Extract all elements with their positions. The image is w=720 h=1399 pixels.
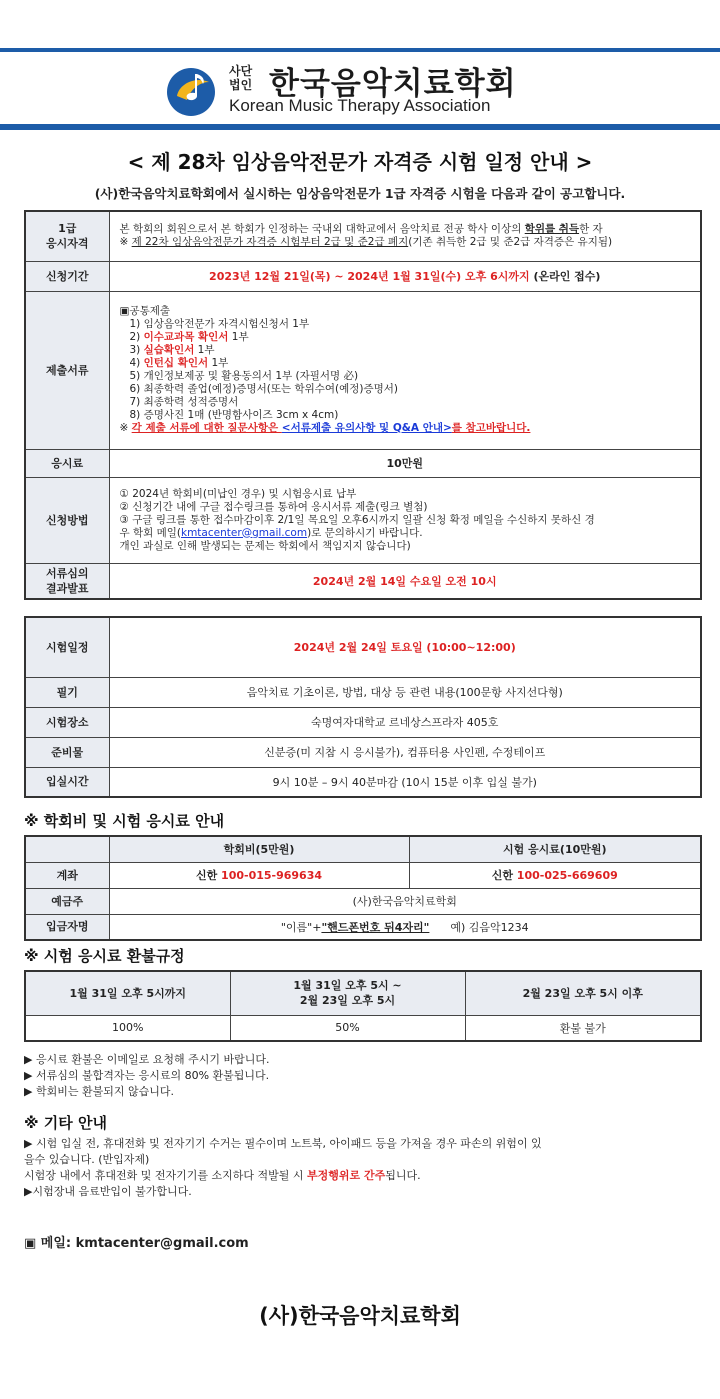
association-logo [165, 58, 565, 122]
refund-value-2: 50% [230, 1015, 465, 1041]
refund-period-1: 1월 31일 오후 5시까지 [25, 971, 230, 1015]
exam-account: 신한 100-025-669609 [409, 862, 701, 888]
documents-row [25, 291, 701, 449]
written-row [25, 677, 701, 707]
holder-label: 예금주 [25, 888, 109, 914]
fee-value: 10만원 [109, 449, 701, 477]
result-row [25, 563, 701, 599]
document-item: 2) 이수교과목 확인서 1부 [129, 331, 249, 343]
account-label: 계좌 [25, 862, 109, 888]
depositor-row [25, 914, 701, 940]
written-label: 필기 [25, 677, 109, 707]
period-label: 신청기간 [25, 261, 109, 291]
document-item: 3) 실습확인서 1부 [129, 344, 215, 356]
association-name-korean: 한국음악치료학회 [269, 66, 517, 102]
period-value: 2023년 12월 21일(목) ~ 2024년 1월 31일(수) 오후 6시까지 (온라인 접수) [109, 261, 701, 291]
contact-email-address[interactable]: kmtacenter@gmail.com [75, 1236, 249, 1251]
qualification-label: 1급 응시자격 [25, 211, 109, 261]
refund-period-3: 2월 23일 오후 5시 이후 [465, 971, 701, 1015]
document-item: 7) 최종학력 성적증명서 [129, 396, 239, 408]
etc-heading: ※ 기타 안내 [24, 1114, 107, 1132]
document-item: 5) 개인정보제공 및 활용동의서 1부 (자필서명 必) [129, 370, 359, 382]
refund-note: ▶ 학회비는 환불되지 않습니다. [24, 1085, 174, 1098]
written-value: 음악치료 기초이론, 방법, 대상 등 관련 내용(100문항 사지선다형) [109, 677, 701, 707]
documents-note: ※ 각 제출 서류에 대한 질문사항은 <서류제출 유의사항 및 Q&A 안내>를 참고바랍니다. [119, 422, 531, 434]
membership-fee-header: 학회비(5만원) [109, 836, 409, 862]
holder-value: (사)한국음악치료학회 [109, 888, 701, 914]
refund-note: ▶ 응시료 환불은 이메일로 요청해 주시기 바랍니다. [24, 1053, 270, 1066]
depositor-value: "이름"+"핸드폰번호 뒤4자리" 예) 김음악1234 [109, 914, 701, 940]
method-value: ① 2024년 학회비(미납인 경우) 및 시험응시료 납부 ② 신청기간 내에 구글 접수링크를 통하여 응시서류 제출(링크 별첨) ③ 구글 링크를 통한 접수마감이후 2/1일 목요일 오후6시까지 일괄 신청 확정 메일을 수신하지 못하신 경 우 학회 메일(kmtacenter@gmail.com)로 문의하시기 바랍니다. 개인 과실로 인해 발생되는 문제는 학회에서 책임지지 않습니다) [109, 477, 701, 563]
entry-row [25, 767, 701, 797]
music-note-emblem-icon [165, 62, 221, 118]
exam-fee-header: 시험 응시료(10만원) [409, 836, 701, 862]
place-value: 숙명여자대학교 르네상스프라자 405호 [109, 707, 701, 737]
place-row [25, 707, 701, 737]
document-item: 6) 최종학력 졸업(예정)증명서(또는 학위수여(예정)증명서) [129, 383, 399, 395]
application-info-table [24, 210, 702, 600]
place-label: 시험장소 [25, 707, 109, 737]
exam-schedule-label: 시험일정 [25, 617, 109, 677]
method-row [25, 477, 701, 563]
association-name-english: Korean Music Therapy Association [229, 96, 491, 115]
exam-schedule-row [25, 617, 701, 677]
fee-label: 응시료 [25, 449, 109, 477]
holder-row [25, 888, 701, 914]
refund-period-2: 1월 31일 오후 5시 ~ 2월 23일 오후 5시 [230, 971, 465, 1015]
contact-email: ▣ 메일: kmtacenter@gmail.com [24, 1236, 249, 1251]
page-title: < 제 28차 임상음악전문가 자격증 시험 일정 안내 > [127, 150, 593, 174]
footer-association-name: (사)한국음악치료학회 [259, 1304, 461, 1328]
intro-text: (사)한국음악치료학회에서 실시하는 임상음악전문가 1급 자격증 시험을 다음과 같이 공고합니다. [94, 186, 626, 201]
qna-guide-link[interactable]: <서류제출 유의사항 및 Q&A 안내> [281, 422, 452, 434]
depositor-label: 입금자명 [25, 914, 109, 940]
payment-header-row [25, 836, 701, 862]
refund-notes [24, 1052, 269, 1100]
header-top-line [0, 48, 720, 52]
email-link[interactable]: kmtacenter@gmail.com [181, 526, 308, 539]
document-item: 1) 임상음악전문가 자격시험신청서 1부 [129, 318, 310, 330]
entry-value: 9시 10분 – 9시 40분마감 (10시 15분 이후 입실 불가) [109, 767, 701, 797]
document-item: 4) 인턴십 확인서 1부 [129, 357, 229, 369]
refund-value-3: 환불 불가 [465, 1015, 701, 1041]
refund-heading: ※ 시험 응시료 환불규정 [24, 947, 185, 965]
method-label: 신청방법 [25, 477, 109, 563]
refund-table [24, 970, 702, 1042]
qualification-row [25, 211, 701, 261]
exam-schedule-value: 2024년 2월 24일 토요일 (10:00~12:00) [109, 617, 701, 677]
payment-table [24, 835, 702, 941]
documents-list: ▣공통제출 1) 임상음악전문가 자격시험신청서 1부 2) 이수교과목 확인서 1부 3) 실습확인서 1부 4) 인턴십 확인서 1부 5) 개인정보제공 및 활용동의서 1부 (자필서명 必) 6) 최종학력 졸업(예정)증명서(또는 학위수여(예정)증명서) 7) 최종학력 성적증명서 8) 증명사진 1매 (반명함사이즈 3cm x 4cm) ※ 각 제출 서류에 대한 질문사항은 <서류제출 유의사항 및 Q&A 안내>를 참고바랍니다. [109, 291, 701, 449]
refund-value-row [25, 1015, 701, 1041]
result-label: 서류심의 결과발표 [25, 563, 109, 599]
result-value: 2024년 2월 14일 수요일 오전 10시 [109, 563, 701, 599]
etc-notes: ▶ 시험 입실 전, 휴대전화 및 전자기기 수거는 필수이며 노트북, 아이패드 등을 가져올 경우 파손의 위험이 있 을수 있습니다. (반입자제) 시험장 내에서 휴대전화 및 전자기기를 소지하다 적발될 시 부정행위로 간주됩니다. ▶시험장내 음료반입이 불가합니다. [24, 1137, 542, 1198]
fee-row [25, 449, 701, 477]
account-row [25, 862, 701, 888]
exam-info-table [24, 616, 702, 798]
refund-header-row [25, 971, 701, 1015]
membership-account: 신한 100-015-969634 [109, 862, 409, 888]
period-row [25, 261, 701, 291]
document-item: 8) 증명사진 1매 (반명함사이즈 3cm x 4cm) [129, 409, 339, 421]
prep-value: 신분증(미 지참 시 응시불가), 컴퓨터용 사인펜, 수정테이프 [109, 737, 701, 767]
prep-row [25, 737, 701, 767]
corporation-label: 사단 법인 [229, 64, 253, 92]
header-bottom-line [0, 124, 720, 130]
refund-note: ▶ 서류심의 불합격자는 응시료의 80% 환불됩니다. [24, 1069, 270, 1082]
entry-label: 입실시간 [25, 767, 109, 797]
prep-label: 준비물 [25, 737, 109, 767]
documents-label: 제출서류 [25, 291, 109, 449]
qualification-value: 본 학회의 회원으로서 본 학회가 인정하는 국내외 대학교에서 음악치료 전공 학사 이상의 학위를 취득한 자 ※ 제 22차 임상음악전문가 자격증 시험부터 2급 및 준2급 폐지(기존 취득한 2급 및 준2급 자격증은 유지됨) [109, 211, 701, 261]
refund-value-1: 100% [25, 1015, 230, 1041]
payment-heading: ※ 학회비 및 시험 응시료 안내 [24, 812, 225, 830]
